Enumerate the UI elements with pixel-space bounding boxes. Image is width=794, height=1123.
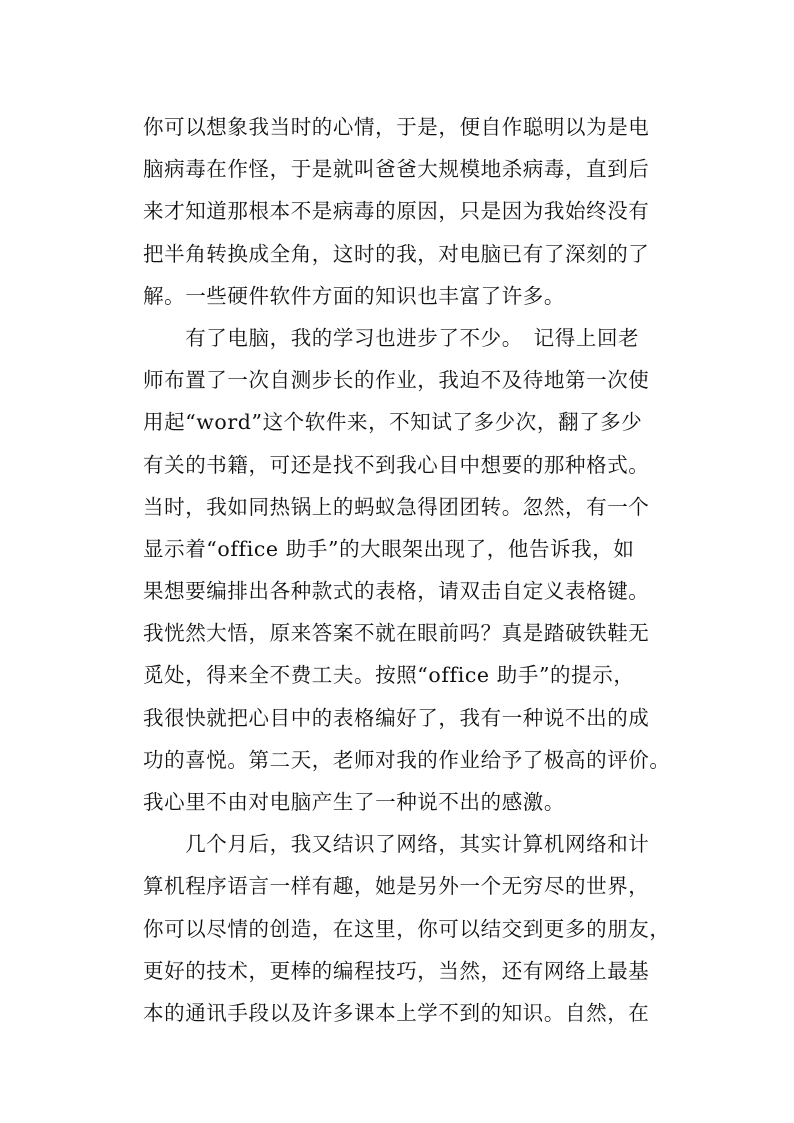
text-line: 有了电脑，我的学习也进步了不少。 记得上回老 <box>143 325 640 350</box>
text-line: 你可以想象我当时的心情，于是，便自作聪明以为是电 <box>143 115 650 139</box>
text-line: 本的通讯手段以及许多课本上学不到的知识。自然，在 <box>143 1000 650 1025</box>
text-line: 你可以尽情的创造，在这里，你可以结交到更多的朋友， <box>143 916 671 941</box>
text-line: 把半角转换成全角，这时的我，对电脑已有了深刻的了 <box>143 241 650 266</box>
text-line: 算机程序语言一样有趣，她是另外一个无穷尽的世界， <box>143 874 650 899</box>
body-text <box>143 106 683 1034</box>
text-line: 用起“word”这个软件来，不知试了多少次，翻了多少 <box>143 410 643 435</box>
text-line: 脑病毒在作怪，于是就叫爸爸大规模地杀病毒，直到后 <box>143 157 650 182</box>
text-line: 几个月后，我又结识了网络，其实计算机网络和计 <box>143 832 650 857</box>
text-line: 当时，我如同热锅上的蚂蚁急得团团转。忽然，有一个 <box>143 494 650 519</box>
text-line: 觅处，得来全不费工夫。按照“office 助手”的提示， <box>143 663 635 688</box>
text-line: 显示着“office 助手”的大眼架出现了，他告诉我，如 <box>143 536 635 561</box>
text-line: 我很快就把心目中的表格编好了，我有一种说不出的成 <box>143 705 650 730</box>
text-line: 果想要编排出各种款式的表格，请双击自定义表格键。 <box>143 579 650 604</box>
text-line: 更好的技术，更棒的编程技巧，当然，还有网络上最基 <box>143 958 650 983</box>
text-line: 师布置了一次自测步长的作业，我迫不及待地第一次使 <box>143 368 650 393</box>
text-line: 功的喜悦。第二天，老师对我的作业给予了极高的评价。 <box>143 747 671 772</box>
text-line: 解。一些硬件软件方面的知识也丰富了许多。 <box>143 283 565 308</box>
text-line: 我恍然大悟，原来答案不就在眼前吗？真是踏破铁鞋无 <box>143 621 650 646</box>
text-line: 来才知道那根本不是病毒的原因，只是因为我始终没有 <box>143 199 650 224</box>
text-line: 我心里不由对电脑产生了一种说不出的感激。 <box>143 790 565 814</box>
text-line: 有关的书籍，可还是找不到我心目中想要的那种格式。 <box>143 452 650 477</box>
